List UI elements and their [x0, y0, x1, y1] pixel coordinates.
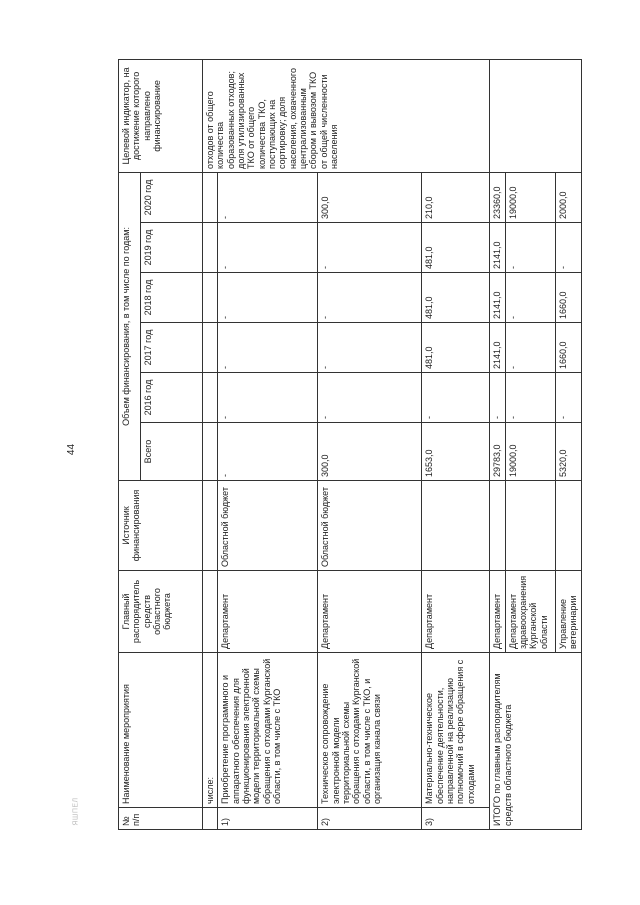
- totals-label: ИТОГО по главным распорядителям средств областного бюджета: [490, 653, 581, 830]
- header-indicator: Целевой индикатор, на достижение которого направлено финансирование: [119, 59, 203, 172]
- table-row: 2) Техническое сопровождение электронной модели территориальной схемы обращения с отходами Курганской области, в том числе с ТКО, и организация канала связи Департамент Областной бюджет 300,0 - - - - 300,0: [318, 59, 422, 829]
- table-row: 1) Приобретение программного и аппаратного обеспечения для функционирования электронной модели территориальной схемы обращения с отходами Курганской области, в том числе с ТКО Департамент Областной бюджет - - - - - -: [218, 59, 318, 829]
- totals-row: Департамент здравоохранения Курганской области 19000,0 - - - - 19000,0: [505, 59, 555, 829]
- header-2016: 2016 год: [141, 373, 203, 423]
- header-2020: 2020 год: [141, 172, 203, 222]
- totals-row: ИТОГО по главным распорядителям средств областного бюджета Департамент 29783,0 - 2141,0 2141,0 2141,0 23360,0: [490, 59, 505, 829]
- financing-table: [118, 59, 582, 830]
- header-2019: 2019 год: [141, 223, 203, 273]
- header-num: № п/п: [119, 808, 203, 830]
- header-admin: Главный распорядитель средств областного бюджета: [119, 571, 203, 653]
- including-row: [203, 59, 218, 829]
- header-name: Наименование мероприятия: [119, 653, 203, 808]
- rotated-table-container: [118, 60, 623, 830]
- indicator-cell: отходов от общего количества образованных отходов; доля утилизированных ТКО от общего количества ТКО, поступающих на сортировку; доля населения, охваченного централизованным сбором и вывозом ТКО от общей численности населения: [203, 59, 490, 172]
- totals-row: Управление ветеринарии 5320,0 - 1660,0 1660,0 - 2000,0: [555, 59, 581, 829]
- header-row: [119, 59, 141, 829]
- page-number: 44: [66, 443, 78, 456]
- including-label: числе:: [203, 653, 218, 808]
- table-row: 3) Материально-техническое обеспечение деятельности, направленной на реализацию полномочий в сфере обращения с отходами Департамент 1653,0 - 481,0 481,0 481,0 210,0: [422, 59, 490, 829]
- header-volume: Объем финансирования, в том числе по годам:: [119, 172, 141, 480]
- header-2017: 2017 год: [141, 323, 203, 373]
- header-total: Всего: [141, 423, 203, 481]
- header-source: Источник финансирования: [119, 481, 203, 571]
- page-stamp: ЯШПЕЛ: [72, 797, 80, 826]
- header-2018: 2018 год: [141, 273, 203, 323]
